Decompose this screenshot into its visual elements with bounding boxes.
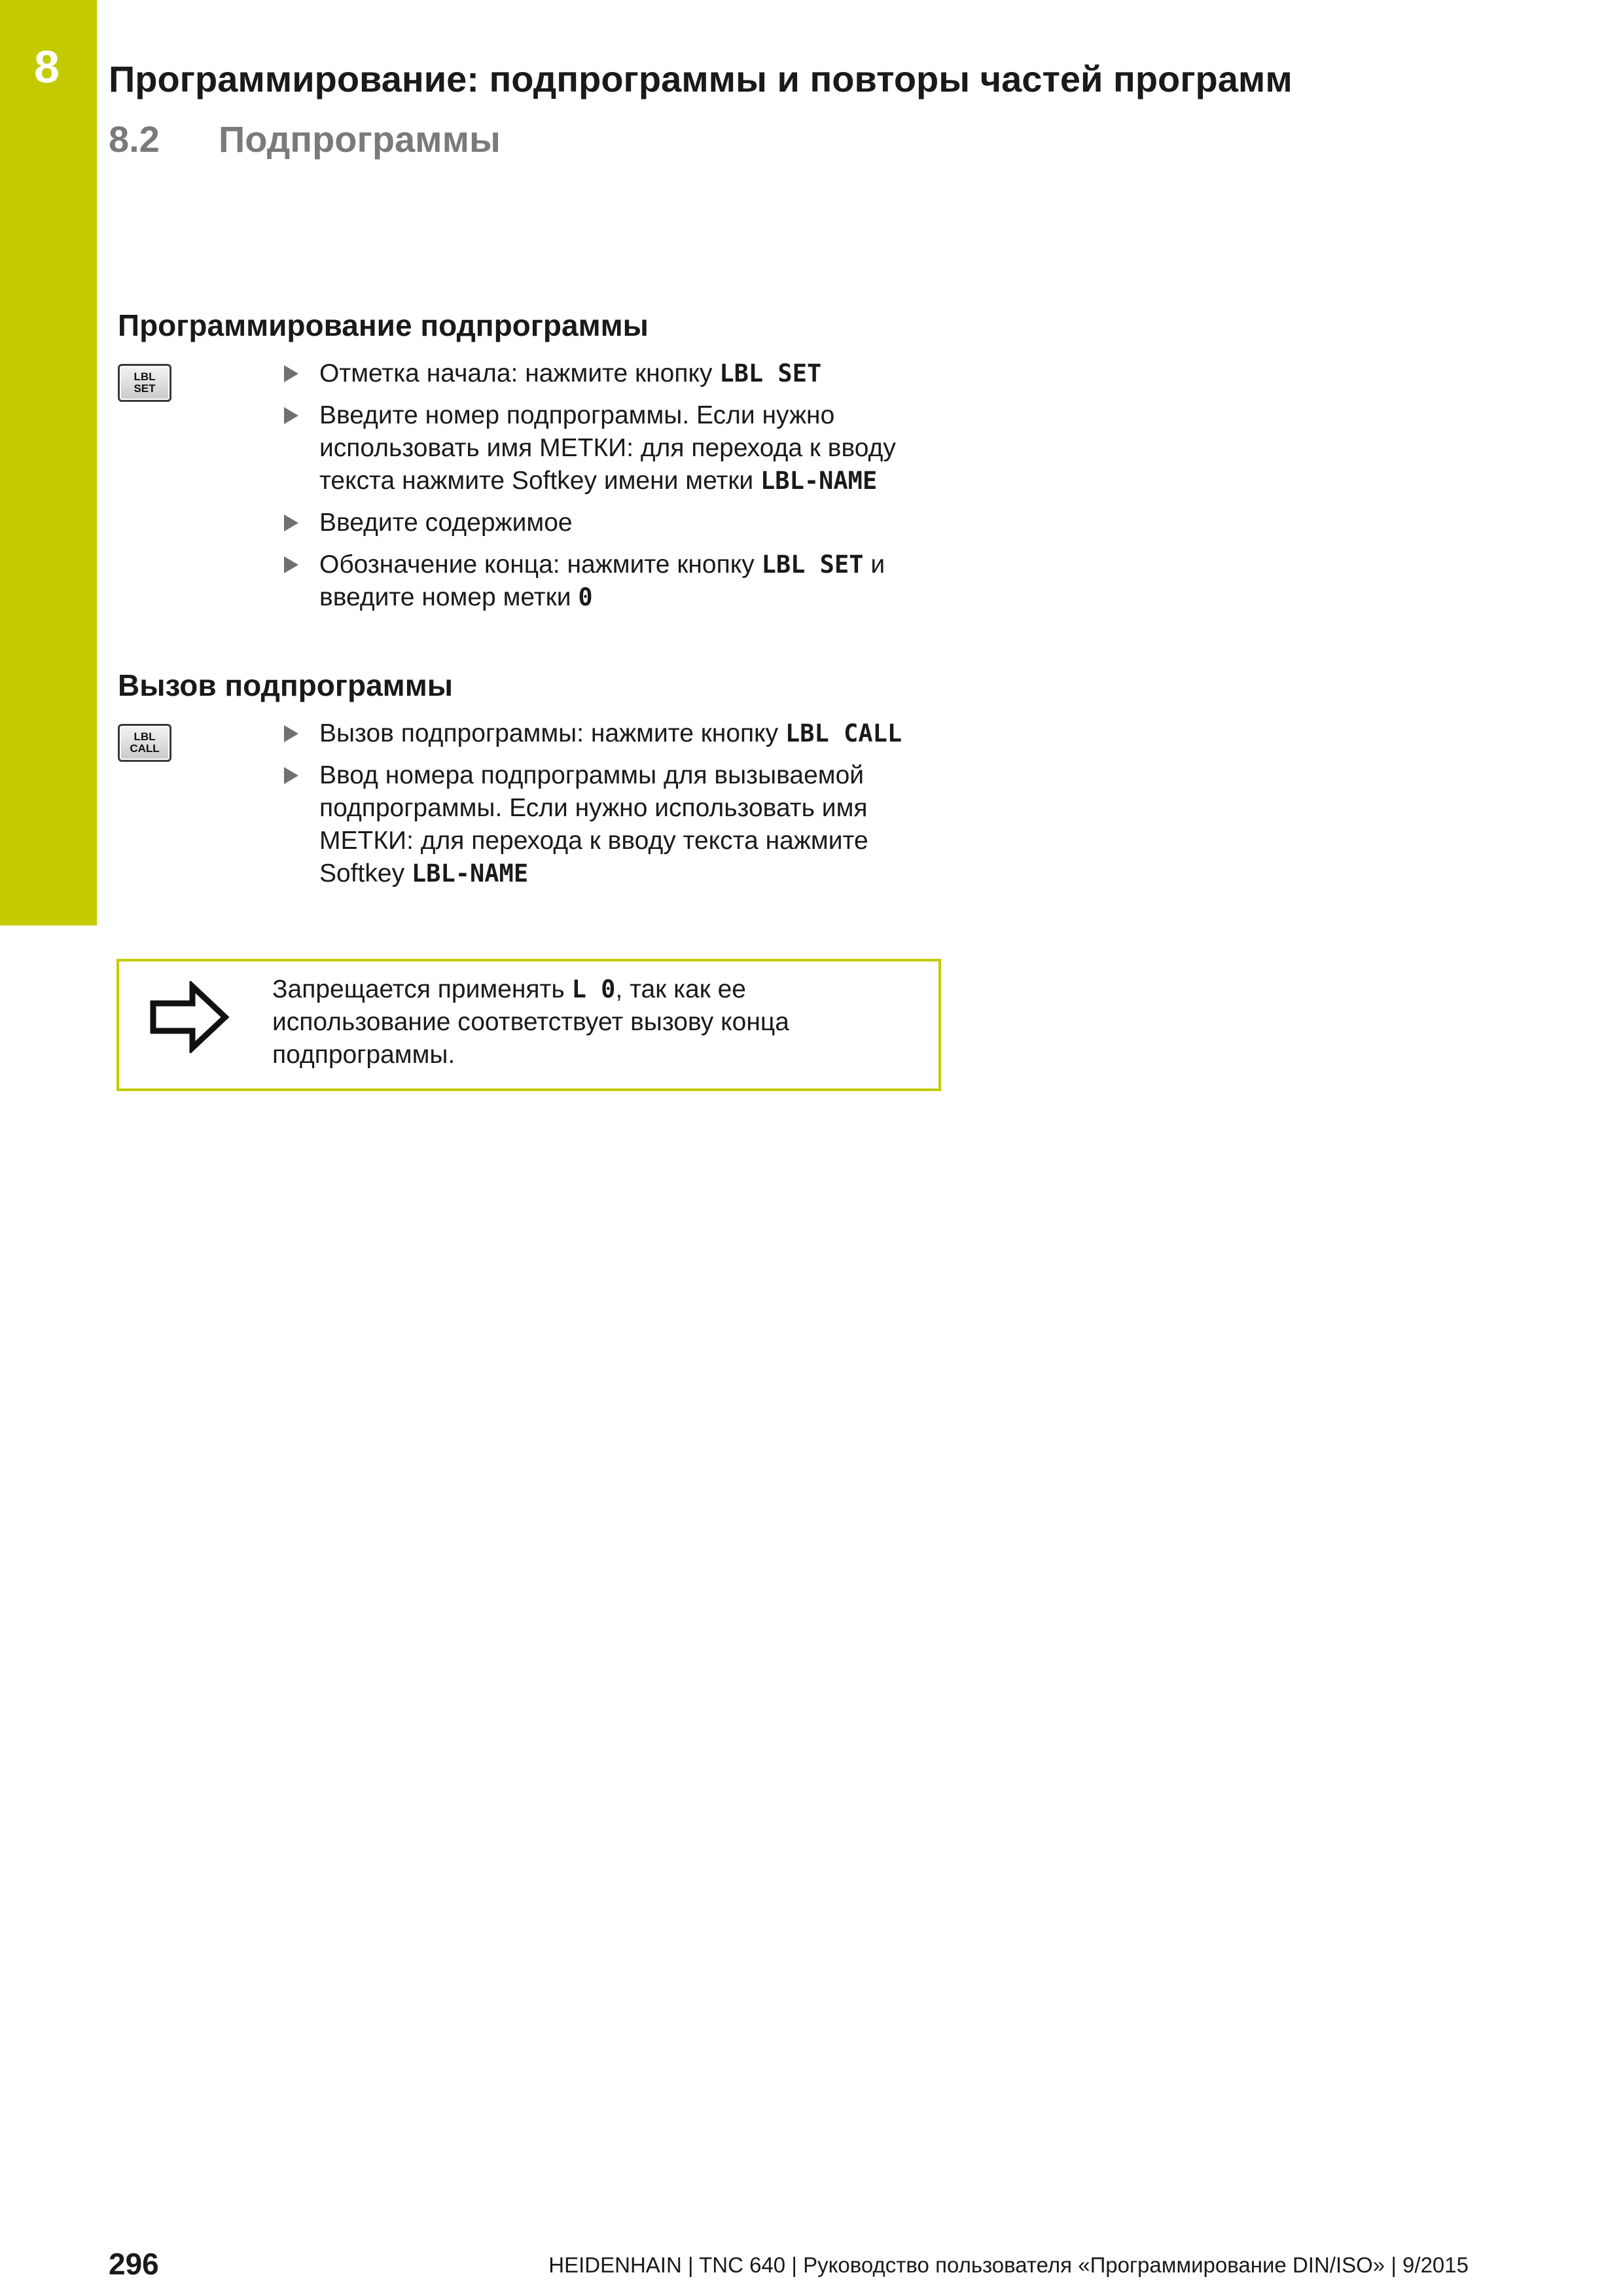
chapter-number: 8 — [34, 41, 60, 92]
lbl-call-key-icon — [118, 724, 171, 762]
step-text: Введите номер подпрограммы. Если нужно использовать имя МЕТКИ: для перехода к вводу текста нажмите Softkey имени метки — [319, 401, 896, 495]
section-heading — [109, 118, 501, 160]
programming-steps — [283, 357, 944, 623]
step-code: LBL SET — [719, 359, 822, 387]
chapter-side-bar — [0, 0, 97, 925]
note-text-after: , так как ее использование соответствует вызову конца подпрограммы. — [272, 975, 789, 1069]
step-code: LBL-NAME — [411, 859, 529, 888]
lbl-set-key-line1: LBL — [134, 370, 156, 383]
lbl-set-key-icon — [118, 364, 171, 402]
call-steps — [283, 717, 944, 899]
bullet-triangle-icon — [284, 514, 298, 531]
step-text: Вызов подпрограммы: нажмите кнопку — [319, 719, 785, 747]
step-text: Обозначение конца: нажмите кнопку — [319, 550, 762, 579]
step-text: Отметка начала: нажмите кнопку — [319, 359, 720, 387]
bullet-triangle-icon — [284, 407, 298, 424]
step-text-after: и введите номер метки — [319, 550, 885, 611]
programming-heading: Программирование подпрограммы — [118, 308, 649, 342]
footer-text: HEIDENHAIN | TNC 640 | Руководство пользователя «Программирование DIN/ISO» | 9/2015 — [548, 2253, 1469, 2277]
right-arrow-icon — [149, 981, 230, 1053]
note-code: L 0 — [571, 975, 616, 1003]
programming-step-3 — [283, 507, 944, 539]
page-number: 296 — [109, 2247, 159, 2281]
section-number: 8.2 — [109, 118, 160, 160]
lbl-call-key-line1: LBL — [134, 730, 156, 743]
chapter-title: Программирование: подпрограммы и повторы частей программ — [109, 58, 1293, 99]
step-code: LBL CALL — [785, 719, 902, 747]
step-text: Введите содержимое — [319, 509, 573, 537]
programming-step-4 — [283, 548, 944, 614]
step-text: Ввод номера подпрограммы для вызываемой подпрограммы. Если нужно использовать имя МЕТКИ: для перехода к вводу текста нажмите Softkey — [319, 761, 868, 888]
lbl-set-key-line2: SET — [134, 382, 156, 395]
lbl-call-key-line2: CALL — [130, 742, 160, 755]
bullet-triangle-icon — [284, 556, 298, 573]
bullet-triangle-icon — [284, 725, 298, 742]
call-heading: Вызов подпрограммы — [118, 668, 454, 702]
programming-step-1 — [283, 357, 944, 390]
step-code-2: 0 — [578, 583, 593, 611]
bullet-triangle-icon — [284, 767, 298, 784]
note-box — [116, 959, 941, 1091]
call-step-1 — [283, 717, 944, 750]
step-code: LBL SET — [761, 550, 864, 579]
step-code: LBL-NAME — [760, 467, 878, 495]
note-text-before: Запрещается применять — [272, 975, 572, 1003]
programming-step-2 — [283, 399, 944, 497]
section-title: Подпрограммы — [219, 118, 501, 160]
note-text — [272, 973, 920, 1071]
bullet-triangle-icon — [284, 365, 298, 382]
call-step-2 — [283, 759, 944, 890]
